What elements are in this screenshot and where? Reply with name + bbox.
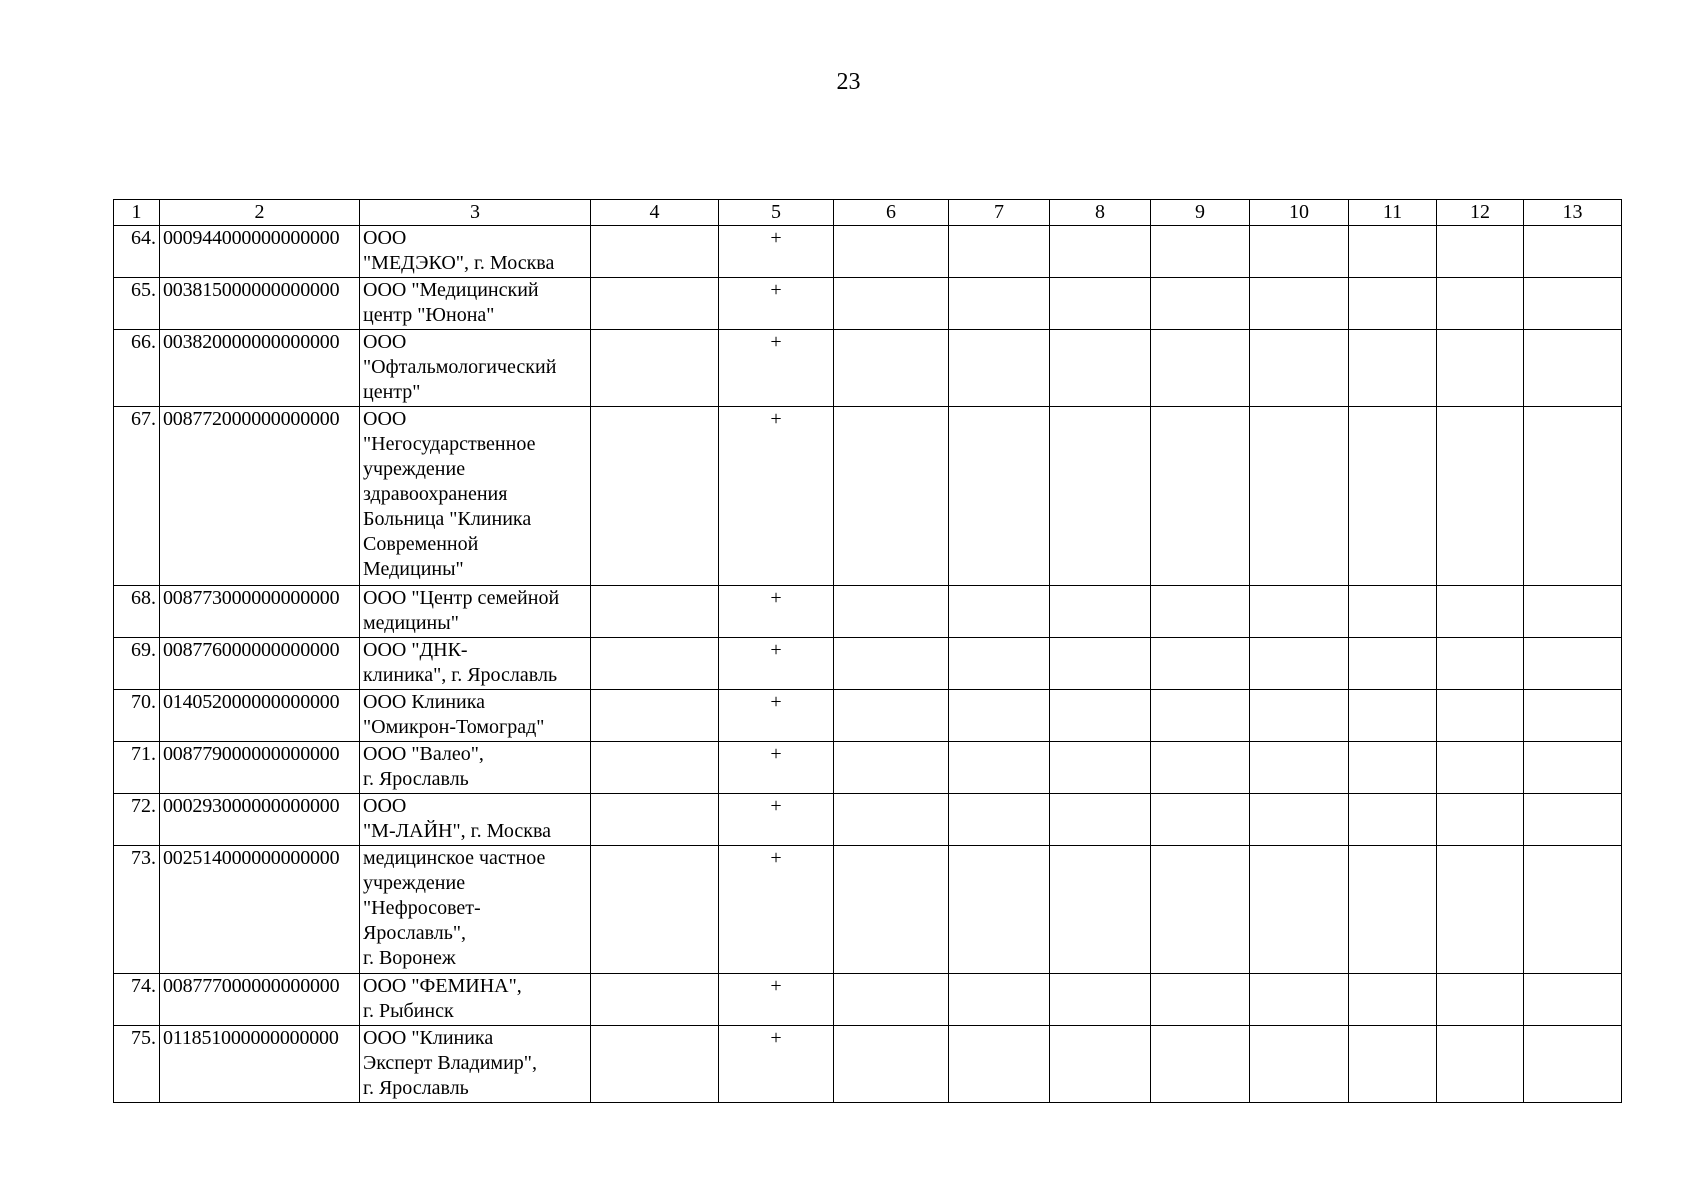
empty-cell [1151, 846, 1250, 974]
column-header: 4 [591, 200, 719, 226]
row-number: 70. [114, 690, 160, 742]
empty-cell [1050, 407, 1151, 586]
empty-cell [1524, 742, 1622, 794]
empty-cell [1524, 846, 1622, 974]
registry-code: 008772000000000000 [160, 407, 360, 586]
empty-cell [1050, 330, 1151, 407]
empty-cell [834, 974, 949, 1026]
empty-cell [1524, 794, 1622, 846]
row-number: 67. [114, 407, 160, 586]
empty-cell [1437, 794, 1524, 846]
plus-mark: + [719, 638, 834, 690]
plus-mark: + [719, 330, 834, 407]
empty-cell [1250, 742, 1349, 794]
empty-cell [1437, 638, 1524, 690]
empty-cell [1349, 742, 1437, 794]
empty-cell [1151, 278, 1250, 330]
empty-cell [1349, 586, 1437, 638]
registry-code: 003820000000000000 [160, 330, 360, 407]
empty-cell [949, 742, 1050, 794]
plus-mark: + [719, 586, 834, 638]
empty-cell [949, 638, 1050, 690]
empty-cell [591, 638, 719, 690]
empty-cell [1524, 690, 1622, 742]
empty-cell [1437, 586, 1524, 638]
empty-cell [1437, 407, 1524, 586]
empty-cell [1151, 330, 1250, 407]
empty-cell [949, 846, 1050, 974]
empty-cell [1151, 407, 1250, 586]
empty-cell [1349, 794, 1437, 846]
empty-cell [834, 407, 949, 586]
empty-cell [1050, 742, 1151, 794]
empty-cell [1050, 278, 1151, 330]
empty-cell [1437, 330, 1524, 407]
empty-cell [1349, 1026, 1437, 1103]
empty-cell [591, 226, 719, 278]
empty-cell [949, 226, 1050, 278]
column-header: 9 [1151, 200, 1250, 226]
empty-cell [591, 794, 719, 846]
empty-cell [1524, 407, 1622, 586]
column-header: 2 [160, 200, 360, 226]
empty-cell [834, 846, 949, 974]
page-number: 23 [836, 69, 861, 95]
registry-code: 014052000000000000 [160, 690, 360, 742]
registry-code: 000293000000000000 [160, 794, 360, 846]
organization-name: ООО "М-ЛАЙН", г. Москва [360, 794, 591, 846]
empty-cell [1349, 278, 1437, 330]
table-row [114, 1026, 1622, 1103]
table-row [114, 974, 1622, 1026]
table-row [114, 330, 1622, 407]
row-number: 69. [114, 638, 160, 690]
registry-code: 002514000000000000 [160, 846, 360, 974]
empty-cell [1250, 1026, 1349, 1103]
registry-code: 003815000000000000 [160, 278, 360, 330]
empty-cell [1524, 226, 1622, 278]
empty-cell [1151, 226, 1250, 278]
empty-cell [1050, 638, 1151, 690]
empty-cell [834, 330, 949, 407]
empty-cell [949, 1026, 1050, 1103]
column-header: 5 [719, 200, 834, 226]
empty-cell [591, 586, 719, 638]
row-number: 65. [114, 278, 160, 330]
empty-cell [1524, 330, 1622, 407]
empty-cell [834, 586, 949, 638]
row-number: 74. [114, 974, 160, 1026]
table-row [114, 690, 1622, 742]
plus-mark: + [719, 278, 834, 330]
empty-cell [1050, 226, 1151, 278]
empty-cell [1050, 846, 1151, 974]
column-header: 10 [1250, 200, 1349, 226]
plus-mark: + [719, 407, 834, 586]
empty-cell [1250, 974, 1349, 1026]
empty-cell [1250, 278, 1349, 330]
empty-cell [1524, 974, 1622, 1026]
plus-mark: + [719, 846, 834, 974]
empty-cell [1151, 974, 1250, 1026]
empty-cell [591, 974, 719, 1026]
empty-cell [834, 1026, 949, 1103]
empty-cell [1050, 1026, 1151, 1103]
empty-cell [949, 278, 1050, 330]
empty-cell [1349, 974, 1437, 1026]
plus-mark: + [719, 690, 834, 742]
empty-cell [591, 690, 719, 742]
empty-cell [591, 278, 719, 330]
organization-name: медицинское частное учреждение "Нефросовет- Ярославль", г. Воронеж [360, 846, 591, 974]
row-number: 68. [114, 586, 160, 638]
empty-cell [1437, 974, 1524, 1026]
empty-cell [1250, 846, 1349, 974]
plus-mark: + [719, 1026, 834, 1103]
empty-cell [834, 742, 949, 794]
empty-cell [591, 742, 719, 794]
empty-cell [1349, 407, 1437, 586]
empty-cell [1151, 638, 1250, 690]
empty-cell [1437, 226, 1524, 278]
column-header: 11 [1349, 200, 1437, 226]
column-header: 12 [1437, 200, 1524, 226]
registry-table [113, 199, 1622, 1103]
row-number: 71. [114, 742, 160, 794]
registry-code: 011851000000000000 [160, 1026, 360, 1103]
registry-code: 008779000000000000 [160, 742, 360, 794]
organization-name: ООО "ДНК- клиника", г. Ярославль [360, 638, 591, 690]
empty-cell [591, 407, 719, 586]
empty-cell [834, 690, 949, 742]
organization-name: ООО "Валео", г. Ярославль [360, 742, 591, 794]
empty-cell [1250, 226, 1349, 278]
organization-name: ООО "МЕДЭКО", г. Москва [360, 226, 591, 278]
empty-cell [1524, 586, 1622, 638]
empty-cell [949, 974, 1050, 1026]
empty-cell [1437, 742, 1524, 794]
table-row [114, 407, 1622, 586]
empty-cell [1349, 690, 1437, 742]
row-number: 66. [114, 330, 160, 407]
empty-cell [1151, 586, 1250, 638]
organization-name: ООО "Клиника Эксперт Владимир", г. Ярославль [360, 1026, 591, 1103]
empty-cell [949, 330, 1050, 407]
row-number: 73. [114, 846, 160, 974]
empty-cell [834, 638, 949, 690]
empty-cell [1050, 974, 1151, 1026]
organization-name: ООО "Медицинский центр "Юнона" [360, 278, 591, 330]
empty-cell [949, 407, 1050, 586]
organization-name: ООО "Негосударственное учреждение здравоохранения Больница "Клиника Современной Медицины" [360, 407, 591, 586]
plus-mark: + [719, 794, 834, 846]
row-number: 72. [114, 794, 160, 846]
empty-cell [1349, 846, 1437, 974]
table-row [114, 278, 1622, 330]
registry-code: 008777000000000000 [160, 974, 360, 1026]
empty-cell [1250, 794, 1349, 846]
empty-cell [1151, 1026, 1250, 1103]
column-header: 3 [360, 200, 591, 226]
registry-code: 008776000000000000 [160, 638, 360, 690]
plus-mark: + [719, 226, 834, 278]
table-row [114, 794, 1622, 846]
registry-code: 008773000000000000 [160, 586, 360, 638]
column-header: 13 [1524, 200, 1622, 226]
empty-cell [1437, 1026, 1524, 1103]
empty-cell [1250, 690, 1349, 742]
plus-mark: + [719, 974, 834, 1026]
empty-cell [1250, 330, 1349, 407]
empty-cell [1151, 742, 1250, 794]
table-row [114, 638, 1622, 690]
empty-cell [949, 586, 1050, 638]
organization-name: ООО "Офтальмологический центр" [360, 330, 591, 407]
organization-name: ООО "ФЕМИНА", г. Рыбинск [360, 974, 591, 1026]
empty-cell [1050, 794, 1151, 846]
empty-cell [1250, 407, 1349, 586]
empty-cell [1437, 278, 1524, 330]
table-row [114, 226, 1622, 278]
plus-mark: + [719, 742, 834, 794]
empty-cell [1349, 638, 1437, 690]
empty-cell [1250, 586, 1349, 638]
empty-cell [834, 278, 949, 330]
column-header: 7 [949, 200, 1050, 226]
empty-cell [1349, 330, 1437, 407]
empty-cell [1151, 794, 1250, 846]
empty-cell [1524, 638, 1622, 690]
empty-cell [591, 330, 719, 407]
organization-name: ООО "Центр семейной медицины" [360, 586, 591, 638]
empty-cell [949, 794, 1050, 846]
empty-cell [834, 794, 949, 846]
empty-cell [1151, 690, 1250, 742]
empty-cell [591, 846, 719, 974]
row-number: 64. [114, 226, 160, 278]
column-header: 6 [834, 200, 949, 226]
header-row [114, 200, 1622, 226]
empty-cell [1524, 278, 1622, 330]
empty-cell [834, 226, 949, 278]
empty-cell [1250, 638, 1349, 690]
empty-cell [1524, 1026, 1622, 1103]
registry-code: 000944000000000000 [160, 226, 360, 278]
row-number: 75. [114, 1026, 160, 1103]
table-row [114, 846, 1622, 974]
empty-cell [949, 690, 1050, 742]
empty-cell [1349, 226, 1437, 278]
empty-cell [1050, 690, 1151, 742]
empty-cell [1050, 586, 1151, 638]
table-row [114, 742, 1622, 794]
table-row [114, 586, 1622, 638]
empty-cell [591, 1026, 719, 1103]
column-header: 8 [1050, 200, 1151, 226]
column-header: 1 [114, 200, 160, 226]
organization-name: ООО Клиника "Омикрон-Томоград" [360, 690, 591, 742]
empty-cell [1437, 690, 1524, 742]
empty-cell [1437, 846, 1524, 974]
